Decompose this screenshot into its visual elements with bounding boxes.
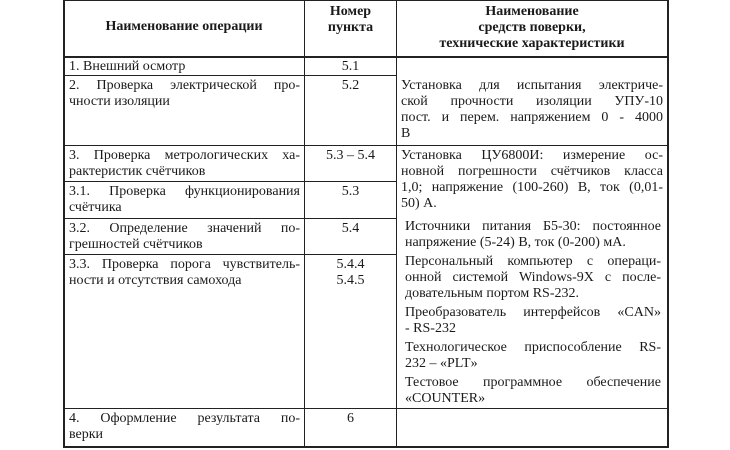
item-number-3-2: 5.4: [341, 221, 360, 236]
item-number-1: 5.1: [341, 59, 360, 74]
tools-3-line15: «COUNTER»: [405, 391, 486, 406]
header-tools-line3: технические характеристики: [439, 36, 625, 51]
row-divider: [63, 408, 669, 409]
operation-4-line2: верки: [69, 427, 104, 442]
header-divider: [63, 56, 669, 58]
header-item-number: [305, 4, 396, 36]
tools-3-line2: новной погрешности счётчиков класса: [401, 164, 663, 179]
item-number-2: 5.2: [341, 78, 360, 93]
table-border-bottom: [63, 446, 669, 448]
item-number-3-3a: 5.4.4: [336, 257, 365, 272]
row-divider: [63, 218, 397, 219]
operation-3-3-line2: ности и отсутствия самохода: [69, 273, 242, 288]
tools-3-line10: Преобразователь интерфейсов «CAN»: [405, 305, 661, 320]
row-divider: [63, 75, 397, 76]
table-border-right: [667, 0, 669, 448]
tools-3-line6: напряжение (5-24) В, ток (0-200) мА.: [405, 235, 626, 250]
item-number-3-1: 5.3: [341, 184, 360, 199]
tools-2-line4: В: [401, 126, 411, 141]
operation-3-2-line1: 3.2. Определение значений по-: [69, 221, 300, 236]
row-divider: [63, 145, 669, 146]
item-number-3-3b: 5.4.5: [336, 273, 365, 288]
operation-1: 1. Внешний осмотр: [69, 59, 186, 74]
tools-2-line2: ской прочности изоляции УПУ-10: [401, 94, 663, 109]
operation-3-2-line2: грешностей счётчиков: [69, 237, 203, 252]
operation-3-line2: рактеристик счётчиков: [69, 164, 206, 179]
tools-3-line13: 232 – «PLT»: [405, 356, 478, 371]
header-tools: [397, 4, 667, 52]
tools-3-line3: 1,0; напряжение (100-260) В, ток (0,01-: [401, 180, 663, 195]
tools-3-line11: - RS-232: [405, 321, 456, 336]
tools-3-line5: Источники питания Б5-30: постоянное: [405, 219, 661, 234]
table-border-left: [63, 0, 65, 448]
table-border-top: [63, 0, 669, 1]
row-divider: [63, 181, 397, 182]
header-item-line2: пункта: [327, 20, 374, 35]
item-number-3: 5.3 – 5.4: [326, 148, 375, 163]
operation-2-line2: чности изоляции: [69, 94, 170, 109]
header-tools-line2: средств поверки,: [478, 20, 586, 35]
tools-2-line3: пост. и перем. напряжением 0 - 4000: [401, 110, 663, 125]
operation-3-1-line2: счётчика: [69, 200, 122, 215]
item-number-4: 6: [347, 411, 354, 426]
row-divider: [63, 254, 397, 255]
tools-3-line8: онной системой Windows-9X с после-: [405, 270, 661, 285]
tools-3-line7: Персональный компьютер с операци-: [405, 254, 661, 269]
tools-2-line1: Установка для испытания электриче-: [401, 78, 663, 93]
operation-3-3-line1: 3.3. Проверка порога чувствитель-: [69, 257, 300, 272]
header-operation: Наименование операции: [105, 19, 263, 34]
operation-3-line1: 3. Проверка метрологических ха-: [69, 148, 300, 163]
header-item-line1: Номер: [329, 4, 372, 19]
tools-3-line12: Технологическое приспособление RS-: [405, 340, 661, 355]
column-divider-2: [396, 0, 397, 448]
tools-3-line14: Тестовое программное обеспечение: [405, 375, 661, 390]
operation-3-1-line1: 3.1. Проверка функционирования: [69, 184, 300, 199]
tools-3-line9: довательным портом RS-232.: [405, 286, 579, 301]
tools-3-line1: Установка ЦУ6800И: измерение ос-: [401, 148, 663, 163]
operation-2-line1: 2. Проверка электрической про-: [69, 78, 300, 93]
header-tools-line1: Наименование: [485, 4, 579, 19]
operation-4-line1: 4. Оформление результата по-: [69, 411, 300, 426]
tools-3-line4: 50) А.: [401, 196, 437, 211]
